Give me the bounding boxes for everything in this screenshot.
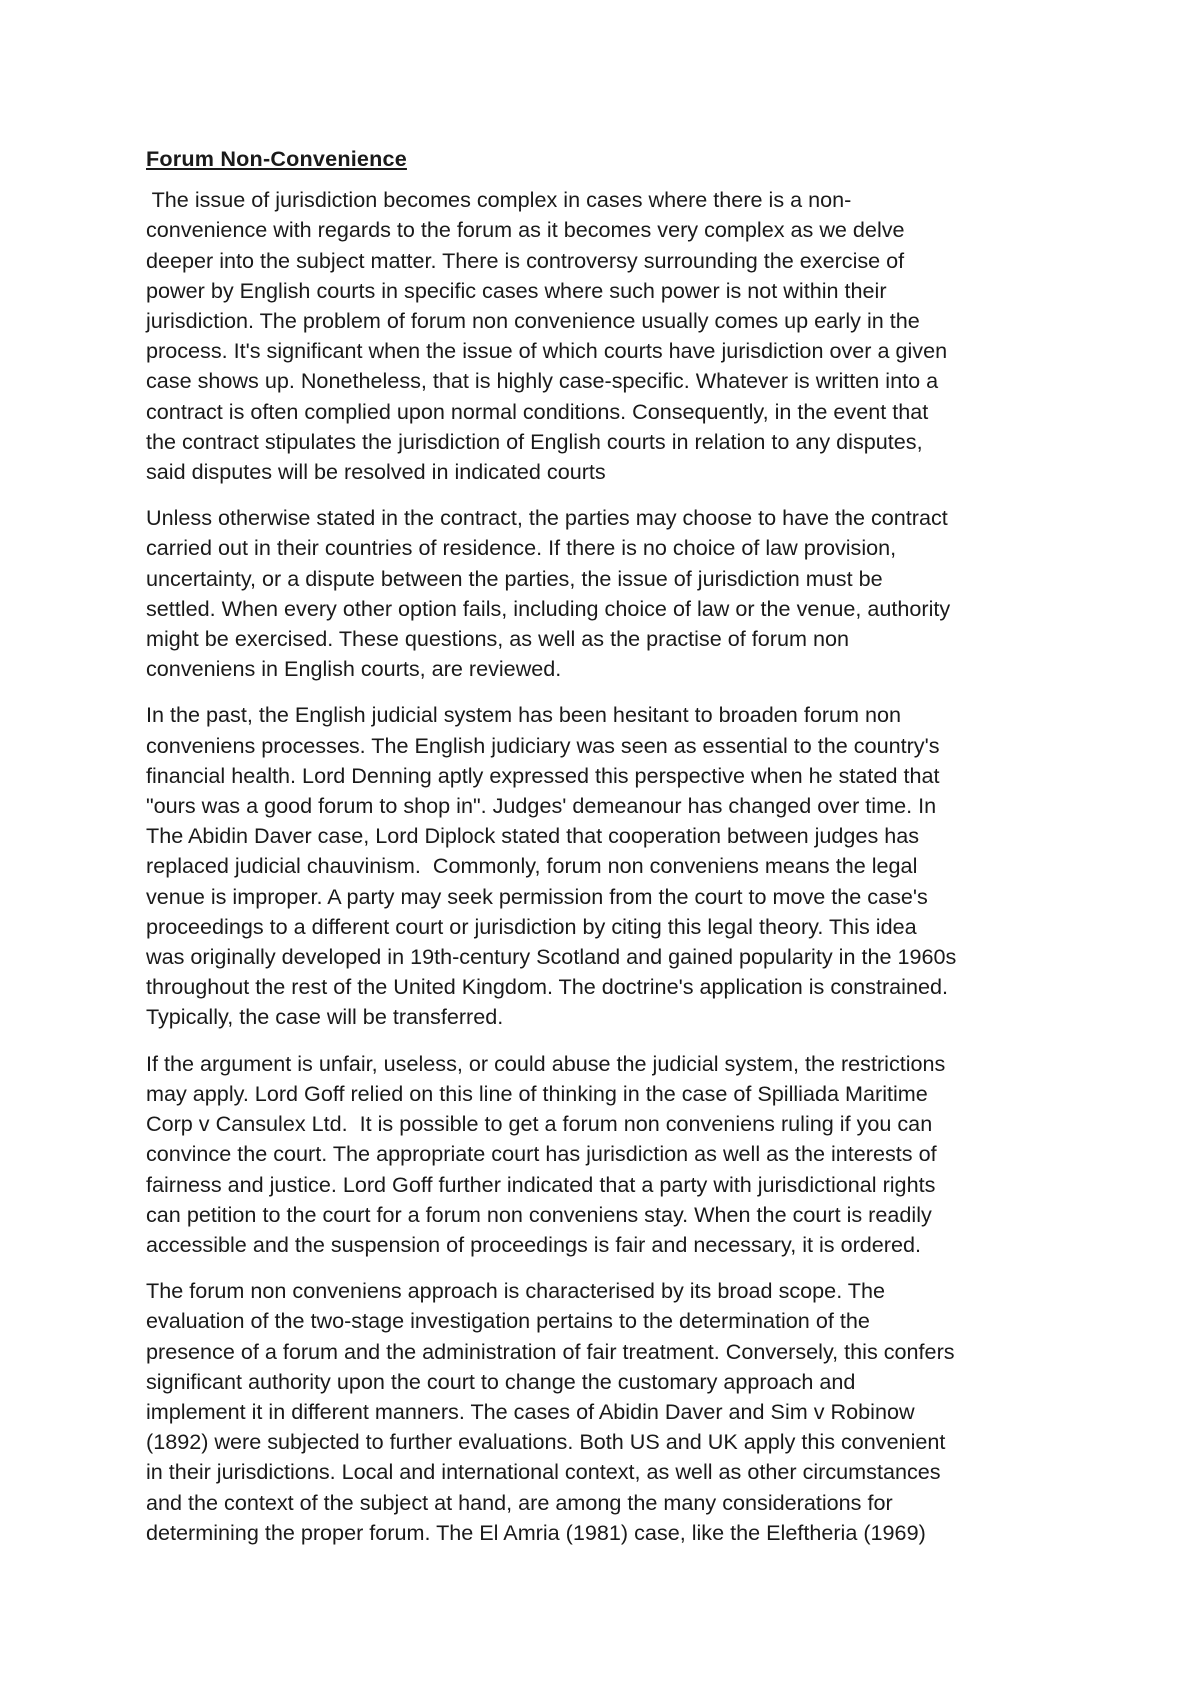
text-line: Typically, the case will be transferred. <box>146 1004 504 1030</box>
text-line: accessible and the suspension of proceedings is fair and necessary, it is ordered. <box>146 1231 922 1257</box>
text-line: in their jurisdictions. Local and international context, as well as other circumstances <box>146 1459 941 1485</box>
text-line: Unless otherwise stated in the contract, the parties may choose to have the contract <box>146 505 948 531</box>
text-line: The issue of jurisdiction becomes complex in cases where there is a non- <box>146 187 852 213</box>
body-paragraph <box>146 503 1066 684</box>
document-page <box>146 144 1066 1564</box>
text-line: If the argument is unfair, useless, or could abuse the judicial system, the restrictions <box>146 1050 946 1076</box>
text-line: said disputes will be resolved in indicated courts <box>146 459 606 485</box>
text-line: financial health. Lord Denning aptly expressed this perspective when he stated that <box>146 762 940 788</box>
text-line: convince the court. The appropriate court has jurisdiction as well as the interests of <box>146 1141 937 1167</box>
text-line: proceedings to a different court or jurisdiction by citing this legal theory. This idea <box>146 913 917 939</box>
document-title: Forum Non-Convenience <box>146 146 407 171</box>
text-line: evaluation of the two-stage investigation pertains to the determination of the <box>146 1308 870 1334</box>
text-line: "ours was a good forum to shop in". Judges' demeanour has changed over time. In <box>146 793 937 819</box>
text-line: replaced judicial chauvinism. Commonly, forum non conveniens means the legal <box>146 853 918 879</box>
text-line: uncertainty, or a dispute between the parties, the issue of jurisdiction must be <box>146 565 883 591</box>
text-line: implement it in different manners. The cases of Abidin Daver and Sim v Robinow <box>146 1398 915 1424</box>
text-line: throughout the rest of the United Kingdom. The doctrine's application is constrained. <box>146 974 948 1000</box>
body-paragraph <box>146 1049 1066 1260</box>
text-line: fairness and justice. Lord Goff further indicated that a party with jurisdictional rights <box>146 1171 936 1197</box>
text-line: significant authority upon the court to change the customary approach and <box>146 1368 856 1394</box>
text-line: The Abidin Daver case, Lord Diplock stated that cooperation between judges has <box>146 823 920 849</box>
text-line: jurisdiction. The problem of forum non convenience usually comes up early in the <box>146 308 920 334</box>
text-line: convenience with regards to the forum as it becomes very complex as we delve <box>146 217 905 243</box>
body-paragraph <box>146 185 1066 487</box>
text-line: power by English courts in specific cases where such power is not within their <box>146 277 887 303</box>
text-line: determining the proper forum. The El Amria (1981) case, like the Eleftheria (1969) <box>146 1519 926 1545</box>
text-line: may apply. Lord Goff relied on this line of thinking in the case of Spilliada Maritime <box>146 1080 928 1106</box>
body-paragraph <box>146 1276 1066 1548</box>
text-line: conveniens in English courts, are reviewed. <box>146 656 562 682</box>
text-line: conveniens processes. The English judiciary was seen as essential to the country's <box>146 732 940 758</box>
text-line: The forum non conveniens approach is characterised by its broad scope. The <box>146 1278 886 1304</box>
text-line: presence of a forum and the administration of fair treatment. Conversely, this confers <box>146 1338 955 1364</box>
body-paragraph <box>146 700 1066 1032</box>
text-line: process. It's significant when the issue of which courts have jurisdiction over a given <box>146 338 948 364</box>
text-line: case shows up. Nonetheless, that is highly case-specific. Whatever is written into a <box>146 368 939 394</box>
text-line: can petition to the court for a forum non conveniens stay. When the court is readily <box>146 1201 932 1227</box>
text-line: might be exercised. These questions, as well as the practise of forum non <box>146 626 849 652</box>
text-line: was originally developed in 19th-century Scotland and gained popularity in the 1960s <box>146 944 957 970</box>
text-line: contract is often complied upon normal conditions. Consequently, in the event that <box>146 398 929 424</box>
text-line: Corp v Cansulex Ltd. It is possible to get a forum non conveniens ruling if you can <box>146 1111 933 1137</box>
text-line: venue is improper. A party may seek permission from the court to move the case's <box>146 883 928 909</box>
text-line: settled. When every other option fails, including choice of law or the venue, authority <box>146 595 951 621</box>
document-body <box>146 185 1066 1548</box>
text-line: (1892) were subjected to further evaluations. Both US and UK apply this convenient <box>146 1429 946 1455</box>
text-line: carried out in their countries of residence. If there is no choice of law provision, <box>146 535 897 561</box>
text-line: deeper into the subject matter. There is controversy surrounding the exercise of <box>146 247 905 273</box>
text-line: In the past, the English judicial system has been hesitant to broaden forum non <box>146 702 902 728</box>
text-line: and the context of the subject at hand, are among the many considerations for <box>146 1489 893 1515</box>
text-line: the contract stipulates the jurisdiction of English courts in relation to any disputes, <box>146 428 923 454</box>
